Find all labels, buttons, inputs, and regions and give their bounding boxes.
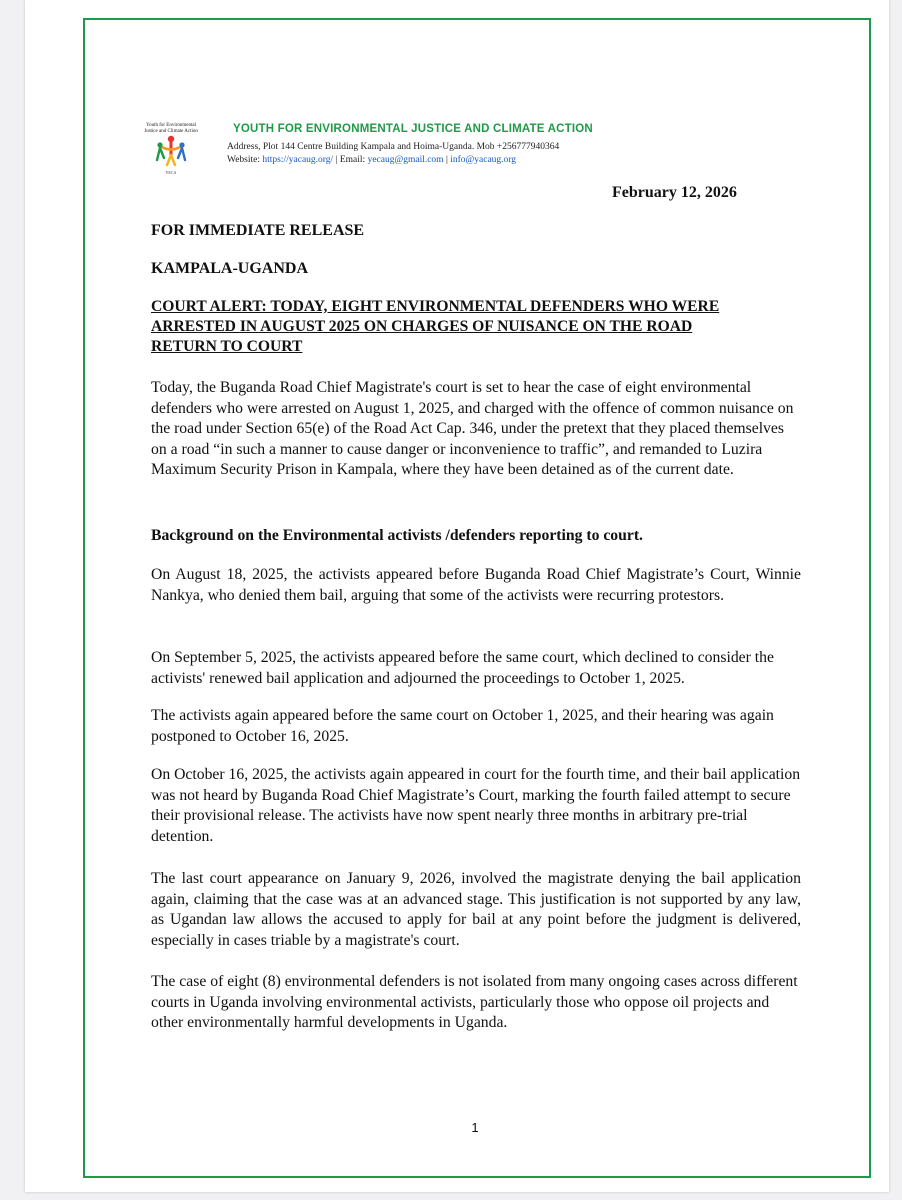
- organization-name: YOUTH FOR ENVIRONMENTAL JUSTICE AND CLIMATE ACTION: [233, 123, 593, 135]
- organization-logo: [140, 118, 202, 178]
- document-page: [25, 0, 889, 1192]
- body-paragraph: The case of eight (8) environmental defenders is not isolated from many ongoing cases across different courts in Uganda involving environmental activists, particularly those who oppose oil projects and other environmentally harmful developments in Uganda.: [151, 973, 798, 1032]
- headline: [151, 297, 801, 357]
- logo-tagline: Youth for Environmental Justice and Climate Action: [144, 123, 198, 134]
- contact-line: [227, 155, 516, 165]
- release-date: February 12, 2026: [612, 184, 737, 201]
- email-link-primary[interactable]: yecaug@gmail.com: [367, 155, 444, 165]
- logo-subtext: YECA: [165, 170, 177, 175]
- page-number: 1: [471, 1120, 479, 1135]
- intro-paragraph: Today, the Buganda Road Chief Magistrate's court is set to hear the case of eight environmental defenders who were arrested on August 1, 2025, and charged with the offence of common nuisance on the road under Section 65(e) of the Road Act Cap. 346, under the pretext that they placed themselves on a road “in such a manner to cause danger or inconvenience to traffic”, and remanded to Luzira Maximum Security Prison in Kampala, where they have been detained as of the current date.: [151, 379, 794, 479]
- body-paragraph: The last court appearance on January 9, 2026, involved the magistrate denying the bail application again, claiming that the case was at an advanced stage. This justification is not supported by any law, as Ugandan law allows the accused to apply for bail at any point before the judgment is delivered, especially in cases triable by a magistrate's court.: [151, 870, 801, 949]
- website-link[interactable]: https://yacaug.org/: [262, 155, 334, 165]
- body-paragraph: On September 5, 2025, the activists appeared before the same court, which declined to consider the activists' renewed bail application and adjourned the proceedings to October 1, 2025.: [151, 649, 774, 687]
- email-label: | Email:: [335, 155, 366, 165]
- body-paragraph: On October 16, 2025, the activists again appeared in court for the fourth time, and their bail application was not heard by Buganda Road Chief Magistrate’s Court, marking the fourth failed attempt to secure their provisional release. The activists have now spent nearly three months in arbitrary pre-trial detention.: [151, 766, 801, 845]
- separator: |: [445, 155, 448, 165]
- organization-address: Address, Plot 144 Centre Building Kampala and Hoima-Uganda. Mob +256777940364: [227, 142, 560, 152]
- body-paragraph: On August 18, 2025, the activists appeared before Buganda Road Chief Magistrate’s Court, Winnie Nankya, who denied them bail, arguing that some of the activists were recurring protestors.: [151, 566, 801, 604]
- headline-line: COURT ALERT: TODAY, EIGHT ENVIRONMENTAL DEFENDERS WHO WERE: [151, 298, 720, 315]
- headline-line: ARRESTED IN AUGUST 2025 ON CHARGES OF NUISANCE ON THE ROAD: [151, 318, 693, 335]
- people-figures-icon: [140, 118, 202, 178]
- background-heading: Background on the Environmental activists /defenders reporting to court.: [151, 527, 643, 544]
- body-paragraph: The activists again appeared before the same court on October 1, 2025, and their hearing was again postponed to October 16, 2025.: [151, 707, 774, 745]
- letterhead: [137, 118, 697, 180]
- release-label: FOR IMMEDIATE RELEASE: [151, 222, 365, 239]
- website-label: Website:: [227, 155, 261, 165]
- location-label: KAMPALA-UGANDA: [151, 260, 309, 277]
- headline-line: RETURN TO COURT: [151, 338, 303, 355]
- email-link-info[interactable]: info@yacaug.org: [450, 155, 517, 165]
